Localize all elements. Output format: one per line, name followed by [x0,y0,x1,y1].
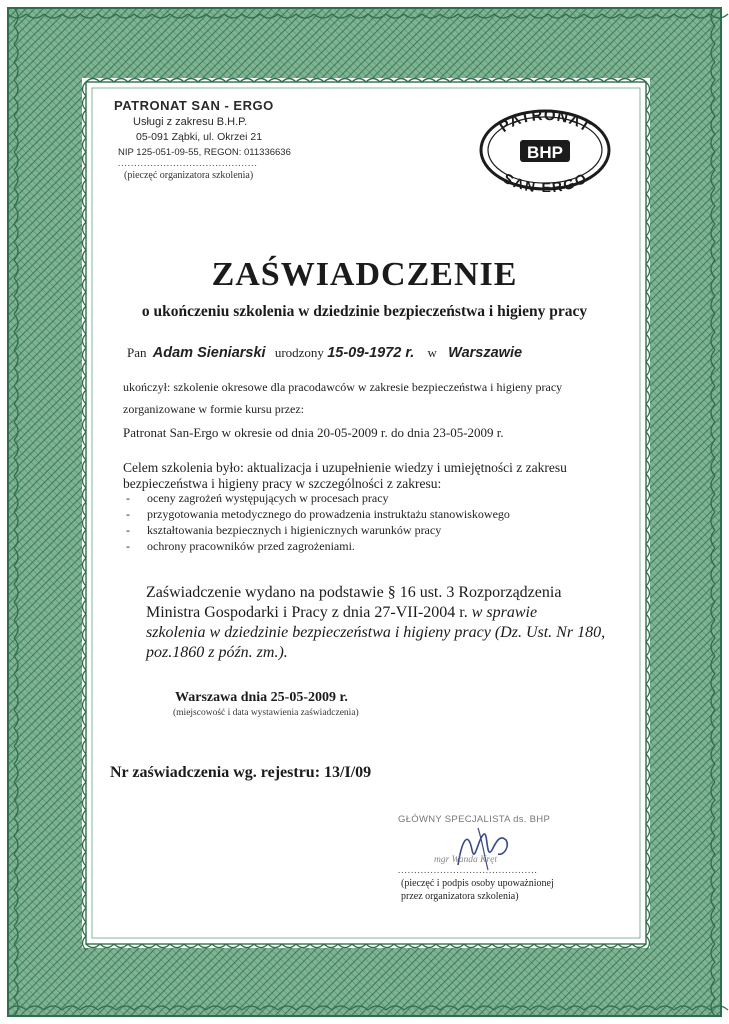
stamp-services: Usługi z zakresu B.H.P. [133,116,248,128]
signature-dotted-line: ........................................... [398,865,538,875]
birth-place: Warszawie [448,345,523,361]
organized-by-line: zorganizowane w formie kursu przez: [123,402,305,416]
issue-place-date: Warszawa dnia 25-05-2009 r. [175,690,348,705]
stamp-dotted-line: ........................................... [118,158,258,168]
document-title: ZAŚWIADCZENIE [211,256,518,293]
logo-center-text: BHP [527,143,563,162]
training-goal-line-2: bezpieczeństwa i higieny pracy w szczególności z zakresu: [123,476,442,491]
legal-basis-line-3: szkolenia w dziedzinie bezpieczeństwa i higieny pracy (Dz. Ust. Nr 180, [146,624,606,641]
training-goal-line-1: Celem szkolenia było: aktualizacja i uzupełnienie wiedzy i umiejętności z zakresu [123,460,567,475]
goal-item: przygotowania metodycznego do prowadzenia instruktażu stanowiskowego [147,507,510,521]
legal-basis-line-2 [146,604,537,622]
organizer-period-line: Patronat San-Ergo w okresie od dnia 20-05-2009 r. do dnia 23-05-2009 r. [123,425,504,440]
signature-caption-line-2: przez organizatora szkolenia) [401,891,519,902]
registry-number: Nr zaświadczenia wg. rejestru: 13/I/09 [110,764,372,781]
signature-caption-line-1: (pieczęć i podpis osoby upoważnionej [401,878,554,889]
logo-bottom-text: SAN-ERGO [500,169,590,192]
logo-top-text: PATRONAT [496,108,594,136]
goal-item: oceny zagrożeń występujących w procesach pracy [147,491,389,505]
issue-place-date-caption: (miejscowość i data wystawienia zaświadczenia) [173,708,359,718]
place-preposition: w [427,345,437,360]
stamp-company-name: PATRONAT SAN - ERGO [114,98,274,113]
stamp-nip-regon: NIP 125-051-09-55, REGON: 011336636 [118,147,291,158]
goal-bullet: - [126,539,130,553]
specialist-name: mgr Wanda Kręt [434,855,497,865]
stamp-address: 05-091 Ząbki, ul. Okrzei 21 [136,131,263,143]
birth-date: 15-09-1972 r. [327,345,415,361]
legal-basis-line-1: Zaświadczenie wydano na podstawie § 16 ust. 3 Rozporządzenia [146,584,562,601]
goal-bullet: - [126,491,130,505]
svg-text:SAN-ERGO [501,170,590,192]
legal-basis-regarding: w sprawie [467,604,538,621]
legal-basis-line-4: poz.1860 z późn. zm.). [146,644,288,661]
patronat-bhp-logo [478,108,612,192]
svg-text:PATRONAT [496,108,594,136]
stamp-caption: (pieczęć organizatora szkolenia) [124,170,254,181]
legal-basis-ministry: Ministra Gospodarki i Pracy z dnia 27-VII-2004 r. [146,604,468,621]
goal-bullet: - [126,507,130,521]
born-label: urodzony [274,345,324,360]
goal-bullet: - [126,523,130,537]
goal-item: kształtowania bezpiecznych i higienicznych warunków pracy [147,523,442,537]
completed-training-line: ukończył: szkolenie okresowe dla pracodawców w zakresie bezpieczeństwa i higieny pracy [123,380,563,394]
person-name: Adam Sieniarski [152,345,266,361]
specialist-stamp-title: GŁÓWNY SPECJALISTA ds. BHP [398,814,551,825]
person-prefix: Pan [127,345,147,360]
document-subtitle: o ukończeniu szkolenia w dziedzinie bezpieczeństwa i higieny pracy [141,303,588,320]
person-line [127,345,522,361]
goal-item: ochrony pracowników przed zagrożeniami. [147,539,355,553]
